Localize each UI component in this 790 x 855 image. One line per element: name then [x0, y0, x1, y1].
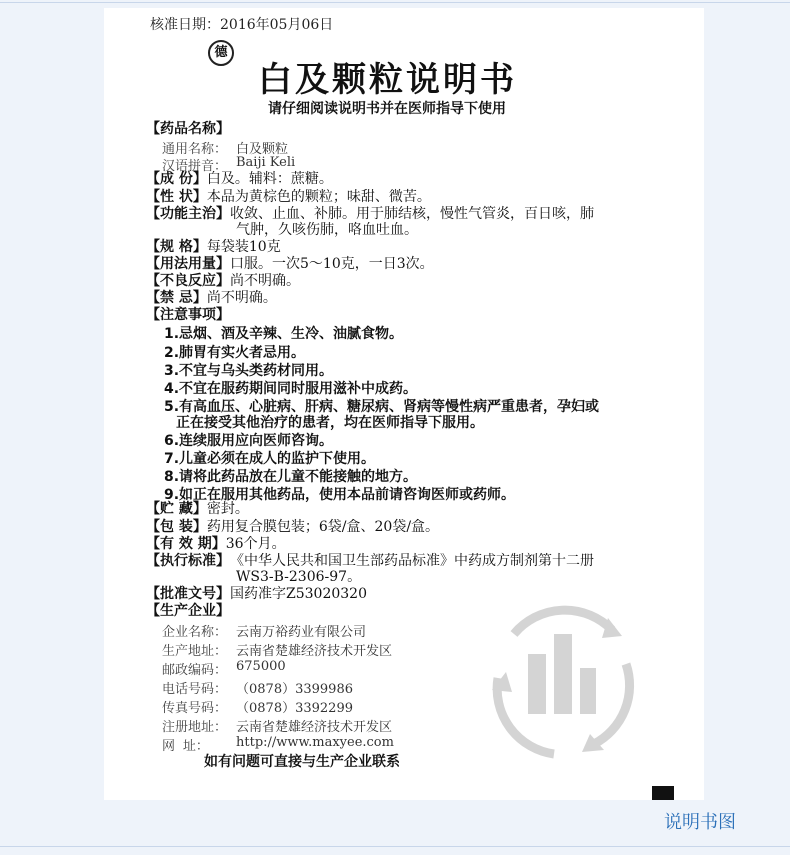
company-name-value: 云南万裕药业有限公司	[236, 625, 367, 640]
precaution-item: 9.如正在服用其他药品，使用本品前请咨询医师或药师。	[164, 487, 516, 503]
precaution-item: 2.肺胃有实火者忌用。	[164, 345, 306, 361]
validity-row: 【有 效 期】36个月。	[146, 536, 286, 552]
precaution-item: 7.儿童必须在成人的监护下使用。	[164, 451, 376, 467]
adverse-reactions-row: 【不良反应】尚不明确。	[146, 273, 300, 289]
indications-row: 【功能主治】收敛、止血、补肺。用于肺结核，慢性气管炎，百日咳，肺	[146, 206, 594, 222]
fax-label: 传真号码：	[162, 701, 228, 716]
website-label: 网 址：	[162, 739, 209, 754]
precaution-item: 4.不宜在服药期间同时服用滋补中成药。	[164, 381, 418, 397]
document-subtitle: 请仔细阅读说明书并在医师指导下使用	[268, 101, 506, 117]
generic-name-value: 白及颗粒	[236, 142, 289, 157]
standard-continued: WS3-B-2306-97。	[236, 569, 362, 585]
precaution-item: 3.不宜与乌头类药材同用。	[164, 363, 334, 379]
drug-name-heading: 【药品名称】	[146, 121, 230, 137]
registered-address-label: 注册地址：	[162, 720, 228, 735]
pinyin-value: Baiji Keli	[236, 155, 296, 170]
black-corner-mark	[652, 786, 674, 800]
specification-row: 【规 格】每袋装10克	[146, 239, 281, 255]
fax-value: （0878）3392299	[236, 701, 353, 716]
document-title: 白及颗粒说明书	[258, 60, 517, 100]
postal-code-value: 675000	[236, 659, 286, 674]
production-address-value: 云南省楚雄经济技术开发区	[236, 644, 393, 659]
top-border-line	[0, 2, 790, 3]
contraindications-row: 【禁 忌】尚不明确。	[146, 290, 277, 306]
precaution-item: 5.有高血压、心脏病、肝病、糖尿病、肾病等慢性病严重患者，孕妇或	[164, 399, 600, 415]
image-caption: 说明书图	[664, 812, 736, 833]
postal-code-label: 邮政编码：	[162, 663, 228, 678]
manufacturer-heading: 【生产企业】	[146, 603, 230, 619]
approval-number-row: 【批准文号】国药准字Z53020320	[146, 586, 367, 602]
company-emblem-watermark-icon	[484, 594, 640, 762]
ingredients-row: 【成 份】白及。辅料：蔗糖。	[146, 171, 333, 187]
website-value: http://www.maxyee.com	[236, 735, 394, 750]
precaution-item: 1.忌烟、酒及辛辣、生冷、油腻食物。	[164, 326, 404, 342]
approval-date: 核准日期：2016年05月06日	[150, 17, 334, 33]
bottom-border-line	[0, 846, 790, 847]
generic-name-label: 通用名称：	[162, 142, 228, 157]
contact-notice: 如有问题可直接与生产企业联系	[204, 754, 400, 770]
precaution-item-continued: 正在接受其他治疗的患者，均在医师指导下服用。	[176, 415, 484, 431]
dosage-row: 【用法用量】口服。一次5～10克，一日3次。	[146, 256, 434, 272]
pinyin-label: 汉语拼音：	[162, 159, 228, 174]
package-row: 【包 装】药用复合膜包装；6袋/盒、20袋/盒。	[146, 519, 440, 535]
precautions-heading: 【注意事项】	[146, 307, 230, 323]
registered-address-value: 云南省楚雄经济技术开发区	[236, 720, 393, 735]
standard-row: 【执行标准】《中华人民共和国卫生部药品标准》中药成方制剂第十二册	[146, 553, 594, 569]
precaution-item: 6.连续服用应向医师咨询。	[164, 433, 334, 449]
indications-continued: 气肿，久咳伤肺，咯血吐血。	[236, 222, 418, 238]
phone-label: 电话号码：	[162, 682, 228, 697]
precaution-item: 8.请将此药品放在儿童不能接触的地方。	[164, 469, 418, 485]
production-address-label: 生产地址：	[162, 644, 228, 659]
properties-row: 【性 状】本品为黄棕色的颗粒；味甜、微苦。	[146, 189, 431, 205]
phone-value: （0878）3399986	[236, 682, 353, 697]
company-logo-icon: 德	[208, 40, 234, 66]
storage-row: 【贮 藏】密封。	[146, 501, 249, 517]
company-name-label: 企业名称：	[162, 625, 228, 640]
